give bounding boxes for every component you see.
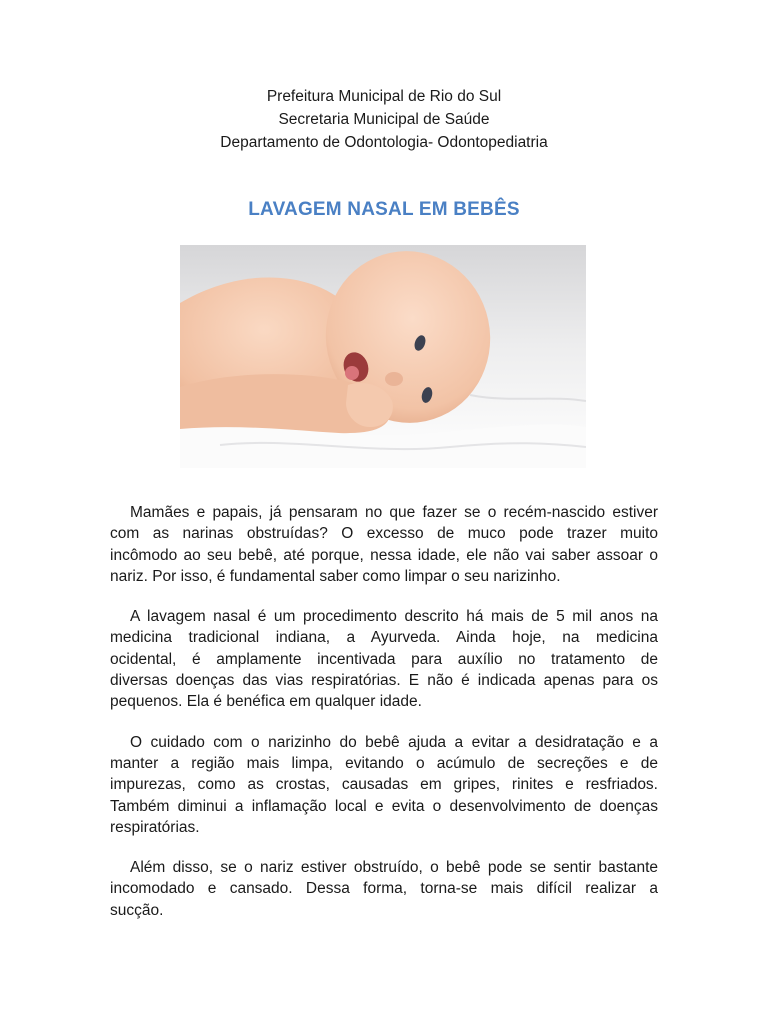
baby-nose [385,372,403,386]
paragraph-line: manter a região mais limpa, evitando o acúmulo de secreções e de [110,754,658,772]
document-title: LAVAGEM NASAL EM BEBÊS [248,199,520,220]
letterhead-line-departamento: Departamento de Odontologia- Odontopediatria [220,134,548,151]
paragraph-line: impurezas, como as crostas, causadas em gripes, rinites e resfriados. [110,776,658,794]
body-text [110,502,658,940]
paragraph-line: Também diminui a inflamação local e evita o desenvolvimento de doenças [110,797,658,815]
letterhead-line-secretaria: Secretaria Municipal de Saúde [278,111,490,128]
paragraph-line: A lavagem nasal é um procedimento descrito há mais de 5 mil anos na [130,608,658,626]
letterhead [0,85,768,154]
paragraph-3 [110,732,658,838]
paragraph-line: O cuidado com o narizinho do bebê ajuda a evitar a desidratação e a [130,733,658,751]
paragraph-line: medicina tradicional indiana, a Ayurveda. Ainda hoje, na medicina [110,629,658,647]
paragraph-line: nariz. Por isso, é fundamental saber como limpar o seu narizinho. [110,567,561,585]
letterhead-line-prefeitura: Prefeitura Municipal de Rio do Sul [266,88,502,105]
baby-tongue [345,366,359,380]
paragraph-line: com as narinas obstruídas? O excesso de muco pode trazer muito [110,525,658,543]
paragraph-line: respiratórias. [110,818,200,836]
paragraph-line: sucção. [110,901,164,919]
paragraph-line: Além disso, se o nariz estiver obstruído, o bebê pode se sentir bastante [130,859,658,877]
paragraph-line: pequenos. Ela é benéfica em qualquer idade. [110,693,422,711]
baby-photo [180,245,586,468]
paragraph-line: Mamães e papais, já pensaram no que fazer se o recém-nascido estiver [130,504,658,521]
paragraph-line: ocidental, é amplamente incentivada para auxílio no tratamento de [110,650,658,668]
paragraph-line: incomodado e cansado. Dessa forma, torna-se mais difícil realizar a [110,880,658,898]
paragraph-line: incômodo ao seu bebê, até porque, nessa idade, ele não vai saber assoar o [110,546,658,564]
paragraph-2 [110,606,658,712]
paragraph-line: diversas doenças das vias respiratórias. E não é indicada apenas para os [110,672,658,690]
paragraph-4 [110,857,658,921]
paragraph-1 [110,502,658,587]
